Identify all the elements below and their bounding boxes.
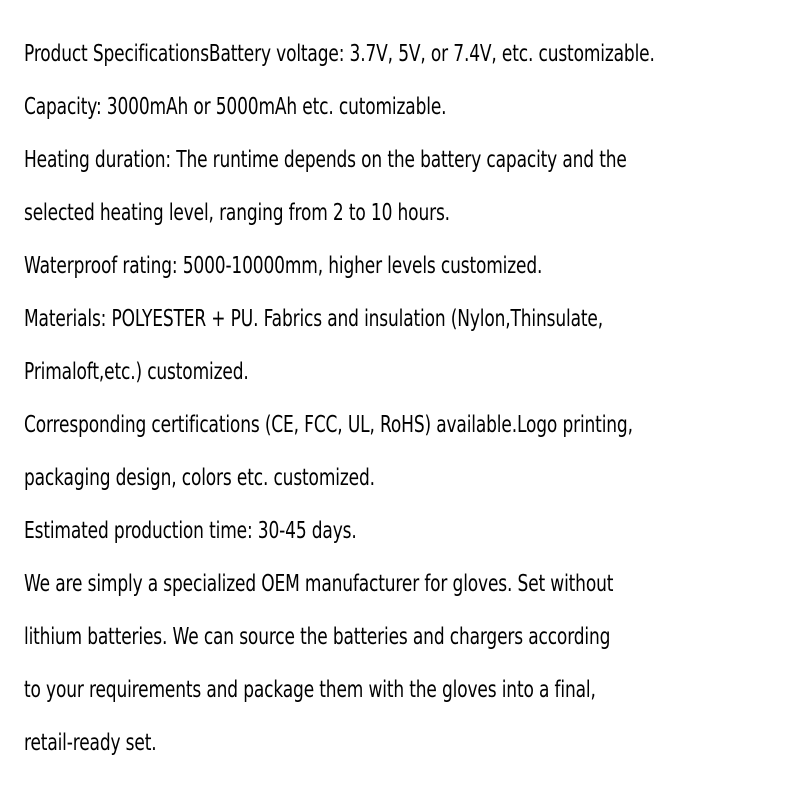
product-specifications-text <box>24 28 784 770</box>
spec-line-heating-duration-cont: selected heating level, ranging from 2 to 10 hours. <box>24 200 450 226</box>
spec-line-oem-note-cont-2: to your requirements and package them with the gloves into a final, <box>24 677 596 703</box>
spec-line-customization: packaging design, colors etc. customized. <box>24 465 375 491</box>
spec-line-heating-duration: Heating duration: The runtime depends on the battery capacity and the <box>24 147 627 173</box>
spec-line-oem-note-cont-3: retail-ready set. <box>24 730 157 756</box>
spec-line-oem-note-cont-1: lithium batteries. We can source the batteries and chargers according <box>24 624 611 650</box>
spec-line-capacity: Capacity: 3000mAh or 5000mAh etc. cutomizable. <box>24 94 447 120</box>
spec-line-production-time: Estimated production time: 30-45 days. <box>24 518 357 544</box>
spec-line-waterproof-rating: Waterproof rating: 5000-10000mm, higher levels customized. <box>24 253 543 279</box>
spec-line-certifications: Corresponding certifications (CE, FCC, UL, RoHS) available.Logo printing, <box>24 412 633 438</box>
spec-line-materials-cont: Primaloft,etc.) customized. <box>24 359 249 385</box>
spec-line-oem-note: We are simply a specialized OEM manufacturer for gloves. Set without <box>24 571 614 597</box>
spec-line-materials: Materials: POLYESTER + PU. Fabrics and insulation (Nylon,Thinsulate, <box>24 306 603 332</box>
spec-line-battery-voltage: Product SpecificationsBattery voltage: 3.7V, 5V, or 7.4V, etc. customizable. <box>24 41 655 67</box>
